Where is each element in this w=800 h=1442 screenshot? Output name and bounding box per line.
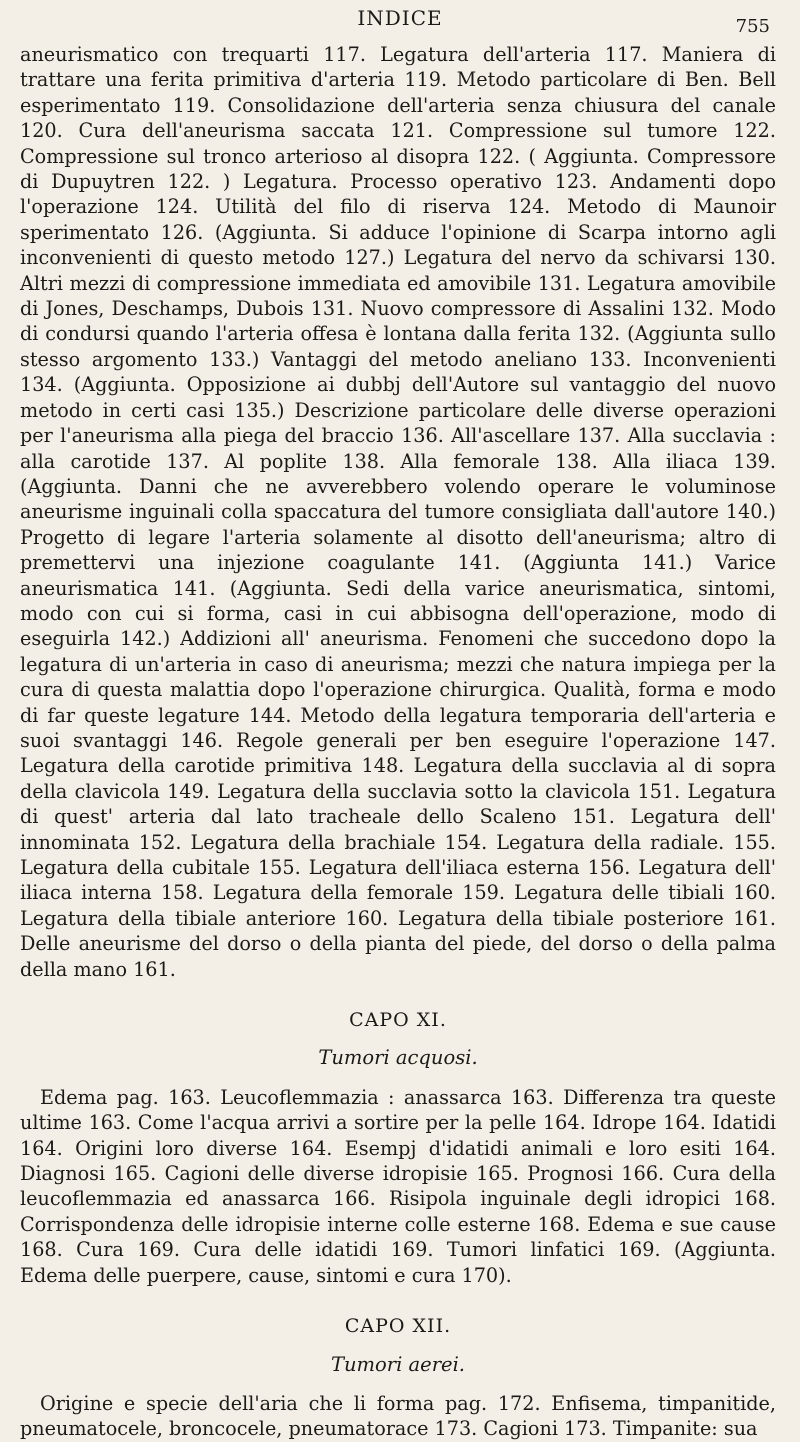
index-paragraph: Origine e specie dell'aria che li forma pag. 172. Enfisema, timpanitide, pneumatocele, broncocele, pneumatorace 173. Cagioni 173. Timpanite: sua (20, 1391, 776, 1441)
chapter-heading: CAPO XII. (344, 1315, 452, 1338)
chapter-subtitle: Tumori aerei. (330, 1352, 465, 1376)
index-paragraph: Edema pag. 163. Leucoflemmazia : anassarca 163. Differenza tra queste ultime 163. Come l'acqua arrivi a sortire per la pelle 164. Idrope 164. Idatidi 164. Origini loro diverse 164. Esempj d'idatidi animali e loro esiti 164. Diagnosi 165. Cagioni delle diverse idropisie 165. Prognosi 166. Cura della leucoflemmazia ed anassarca 166. Risipola inguinale degli idropici 168. Corrispondenza delle idropisie interne colle esterne 168. Edema e sue cause 168. Cura 169. Cura delle idatidi 169. Tumori linfatici 169. (Aggiunta. Edema delle puerpere, cause, sintomi e cura 170). (20, 1085, 776, 1287)
chapter-heading: CAPO XI. (349, 1009, 447, 1032)
running-head-title: INDICE (357, 6, 443, 30)
page-number: 755 (735, 16, 770, 37)
running-head (0, 4, 800, 38)
index-body (20, 42, 776, 1442)
chapter-subtitle: Tumori acquosi. (318, 1046, 478, 1070)
index-paragraph: aneurismatico con trequarti 117. Legatura dell'arteria 117. Maniera di trattare una ferita primitiva d'arteria 119. Metodo particolare di Ben. Bell esperimentato 119. Consolidazione dell'arteria senza chiusura del canale 120. Cura dell'aneurisma saccata 121. Compressione sul tumore 122. Compressione sul tronco arterioso al disopra 122. ( Aggiunta. Compressore di Dupuytren 122. ) Legatura. Processo operativo 123. Andamenti dopo l'operazione 124. Utilità del filo di riserva 124. Metodo di Maunoir sperimentato 126. (Aggiunta. Si adduce l'opinione di Scarpa intorno agli inconvenienti di questo metodo 127.) Legatura del nervo da schivarsi 130. Altri mezzi di compressione immediata ed amovibile 131. Legatura amovibile di Jones, Deschamps, Dubois 131. Nuovo compressore di Assalini 132. Modo di condursi quando l'arteria offesa è lontana dalla ferita 132. (Aggiunta sullo stesso argomento 133.) Vantaggi del metodo aneliano 133. Inconvenienti 134. (Aggiunta. Opposizione ai dubbj dell'Autore sul vantaggio del nuovo metodo in certi casi 135.) Descrizione particolare delle diverse operazioni per l'aneurisma alla piega del braccio 136. All'ascellare 137. Alla succlavia : alla carotide 137. Al poplite 138. Alla femorale 138. Alla iliaca 139. (Aggiunta. Danni che ne avverebbero volendo operare le voluminose aneurisme inguinali colla spaccatura del tumore consigliata dall'autore 140.) Progetto di legare l'arteria solamente al disotto dell'aneurisma; altro di premettervi una injezione coagulante 141. (Aggiunta 141.) Varice aneurismatica 141. (Aggiunta. Sedi della varice aneurismatica, sintomi, modo con cui si forma, casi in cui abbisogna dell'operazione, modo di eseguirla 142.) Addizioni all' aneurisma. Fenomeni che succedono dopo la legatura di un'arteria in caso di aneurisma; mezzi che natura impiega per la cura di questa malattia dopo l'operazione chirurgica. Qualità, forma e modo di far queste legature 144. Metodo della legatura temporaria dell'arteria e suoi svantaggi 146. Regole generali per ben eseguire l'operazione 147. Legatura della carotide primitiva 148. Legatura della succlavia al di sopra della clavicola 149. Legatura della succlavia sotto la clavicola 151. Legatura di quest' arteria dal lato tracheale dello Scaleno 151. Legatura dell' innominata 152. Legatura della brachiale 154. Legatura della radiale. 155. Legatura della cubitale 155. Legatura dell'iliaca esterna 156. Legatura dell' iliaca interna 158. Legatura della femorale 159. Legatura delle tibiali 160. Legatura della tibiale anteriore 160. Legatura della tibiale posteriore 161. Delle aneurisme del dorso o della pianta del piede, del dorso o della palma della mano 161. (20, 43, 776, 981)
